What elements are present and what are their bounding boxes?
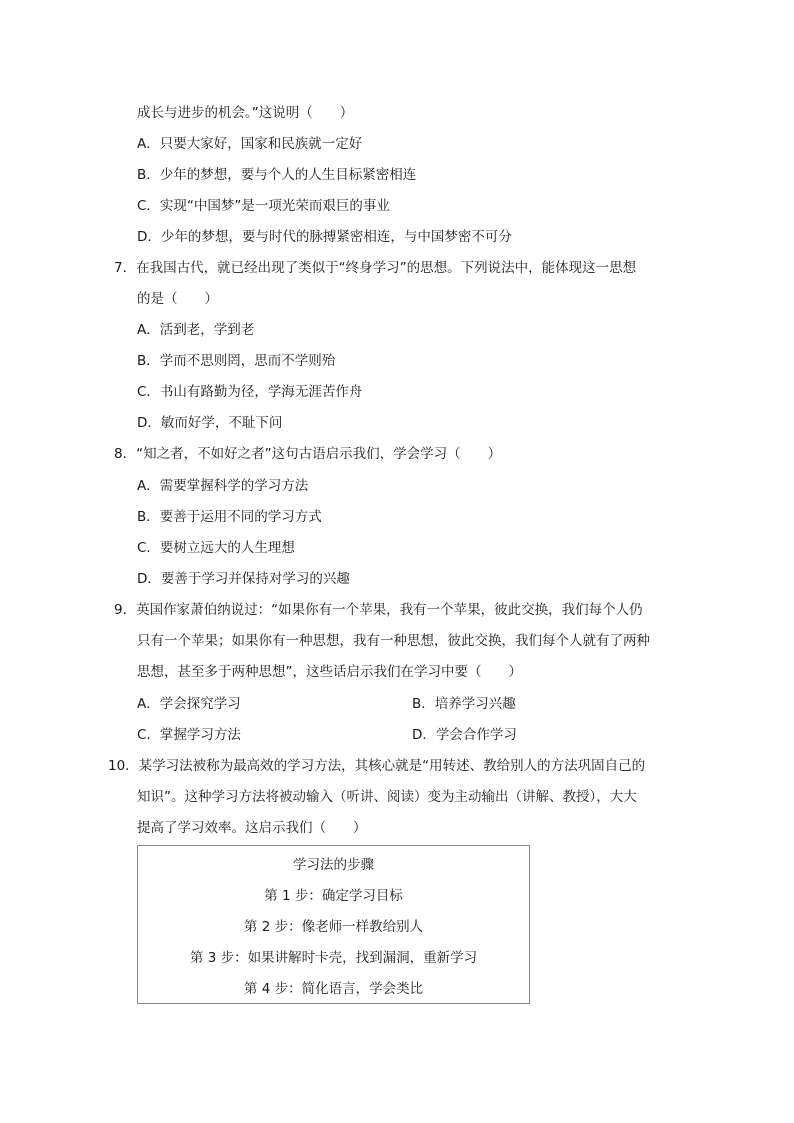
learning-steps-box [137,845,530,1004]
q9-stem-line1: 9．英国作家萧伯纳说过：“如果你有一个苹果，我有一个苹果，彼此交换，我们每个人仍 [114,602,643,618]
step-4: 第 4 步：简化语言，学会类比 [243,981,424,997]
q6-option-a[interactable]: A．只要大家好，国家和民族就一定好 [137,136,363,152]
q6-option-d[interactable]: D．少年的梦想，要与时代的脉搏紧密相连，与中国梦密不可分 [137,229,512,245]
q7-option-b[interactable]: B．学而不思则罔，思而不学则殆 [137,353,336,369]
q9-option-a[interactable]: A．学会探究学习 [137,696,241,712]
q9-stem-line2: 只有一个苹果；如果你有一种思想，我有一种思想，彼此交换，我们每个人就有了两种 [137,633,650,649]
q6-option-b[interactable]: B．少年的梦想，要与个人的人生目标紧密相连 [137,167,417,183]
step-3: 第 3 步：如果讲解时卡壳，找到漏洞，重新学习 [189,950,478,966]
q10-stem-line1: 10．某学习法被称为最高效的学习方法，其核心就是“用转述、教给别人的方法巩固自己的 [108,758,646,774]
q8-option-d[interactable]: D．要善于学习并保持对学习的兴趣 [137,571,350,587]
q7-option-d[interactable]: D．敏而好学，不耻下问 [137,415,283,431]
q7-stem-line2: 的是（ ） [137,291,218,307]
q10-stem-line3: 提高了学习效率。这启示我们（ ） [137,820,367,836]
q9-option-b[interactable]: B．培养学习兴趣 [412,696,516,712]
q6-continuation: 成长与进步的机会。”这说明（ ） [137,105,354,121]
step-2: 第 2 步：像老师一样教给别人 [243,919,424,935]
q8-option-c[interactable]: C．要树立远大的人生理想 [137,540,295,556]
q8-option-b[interactable]: B．要善于运用不同的学习方式 [137,509,322,525]
q9-stem-line3: 思想，甚至多于两种思想”，这些话启示我们在学习中要（ ） [137,664,522,680]
q9-option-c[interactable]: C．掌握学习方法 [137,727,241,743]
q9-option-d[interactable]: D．学会合作学习 [412,727,517,743]
q8-option-a[interactable]: A．需要掌握科学的学习方法 [137,478,309,494]
q10-stem-line2: 知识”。这种学习方法将被动输入（听讲、阅读）变为主动输出（讲解、教授），大大 [137,789,637,805]
q7-option-a[interactable]: A．活到老，学到老 [137,322,255,338]
steps-title: 学习法的步骤 [293,857,374,873]
q7-option-c[interactable]: C．书山有路勤为径，学海无涯苦作舟 [137,384,363,400]
step-1: 第 1 步：确定学习目标 [264,888,403,904]
q7-stem-line1: 7．在我国古代，就已经出现了类似于“终身学习”的思想。下列说法中，能体现这一思想 [114,260,637,276]
q6-option-c[interactable]: C．实现“中国梦”是一项光荣而艰巨的事业 [137,198,390,214]
q8-stem: 8．“知之者，不如好之者”这句古语启示我们，学会学习（ ） [114,446,502,462]
